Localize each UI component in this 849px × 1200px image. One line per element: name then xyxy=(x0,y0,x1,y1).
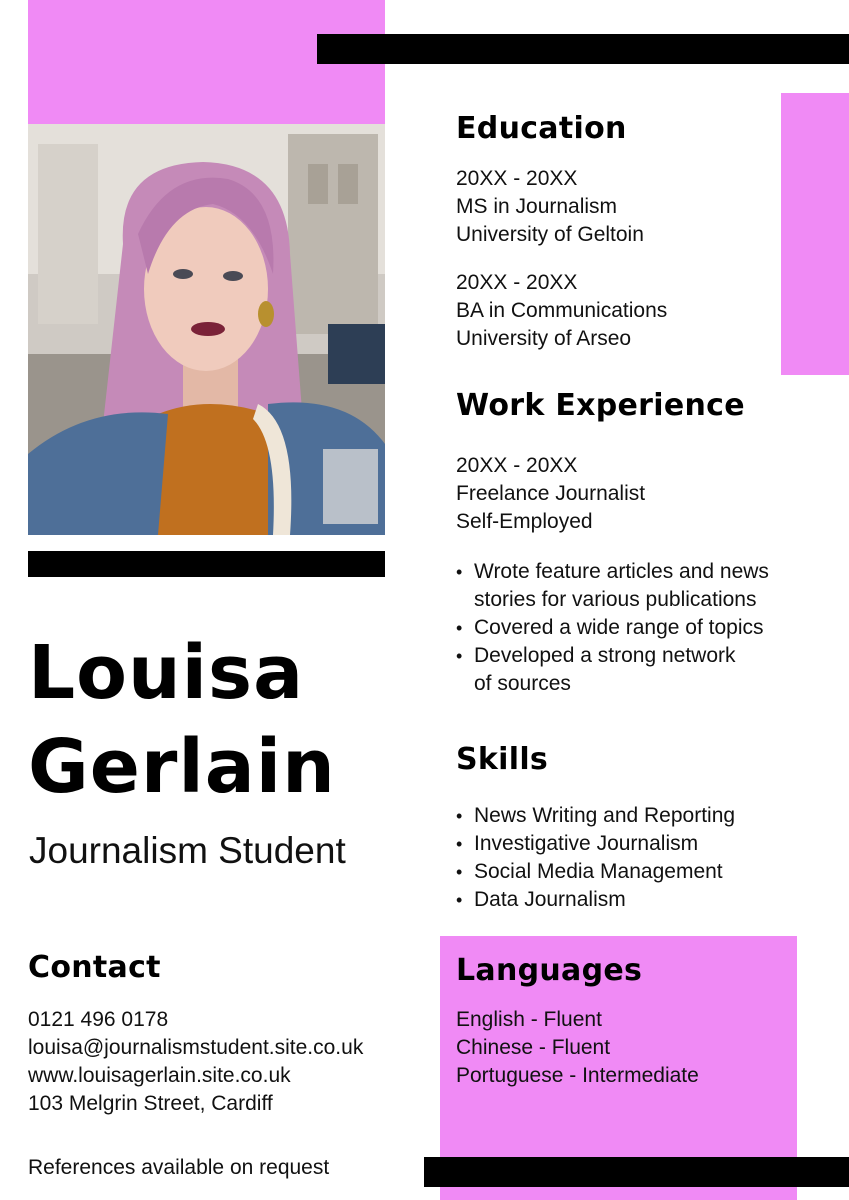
work-employer: Self-Employed xyxy=(456,510,593,533)
education-degree: BA in Communications xyxy=(456,299,668,322)
language-item: Portuguese - Intermediate xyxy=(456,1064,699,1087)
education-degree: MS in Journalism xyxy=(456,195,618,218)
bullet-line: • Covered a wide range of topics xyxy=(474,616,764,639)
bullet-line: • Developed a strong network xyxy=(474,644,736,667)
bullet-line: of sources xyxy=(474,672,571,695)
name-block xyxy=(28,626,428,814)
contact-heading: Contact xyxy=(28,950,161,985)
language-item: Chinese - Fluent xyxy=(456,1036,611,1059)
black-bar-bottom xyxy=(424,1157,849,1187)
work-entry xyxy=(456,452,816,536)
black-bar-top xyxy=(317,34,849,64)
list-item: • Data Journalism xyxy=(456,886,836,914)
first-name: Louisa xyxy=(28,630,305,716)
work-title: Freelance Journalist xyxy=(456,482,646,505)
education-school: University of Arseo xyxy=(456,327,632,350)
education-entry-2 xyxy=(456,269,776,353)
list-item: • News Writing and Reporting xyxy=(456,802,836,830)
list-item: • Investigative Journalism xyxy=(456,830,836,858)
profile-photo xyxy=(28,124,385,535)
role-title: Journalism Student xyxy=(29,830,346,871)
languages-list xyxy=(456,1006,786,1090)
education-entry-1 xyxy=(456,165,776,249)
work-years: 20XX - 20XX xyxy=(456,454,578,477)
list-item xyxy=(456,642,836,698)
list-item: • Social Media Management xyxy=(456,858,836,886)
black-bar-under-photo xyxy=(28,551,385,577)
education-years: 20XX - 20XX xyxy=(456,271,578,294)
contact-phone: 0121 496 0178 xyxy=(28,1008,169,1031)
skills-heading: Skills xyxy=(456,742,549,777)
list-item xyxy=(456,558,836,614)
references-note: References available on request xyxy=(28,1156,330,1179)
list-item xyxy=(456,614,836,642)
contact-address: 103 Melgrin Street, Cardiff xyxy=(28,1092,273,1115)
pink-block-right xyxy=(781,93,849,375)
skills-list xyxy=(456,802,836,914)
contact-email: louisa@journalismstudent.site.co.uk xyxy=(28,1036,364,1059)
language-item: English - Fluent xyxy=(456,1008,602,1031)
work-bullets xyxy=(456,558,836,698)
education-heading: Education xyxy=(456,111,627,146)
bullet-line: • Wrote feature articles and news xyxy=(474,560,769,583)
last-name: Gerlain xyxy=(28,724,336,810)
education-years: 20XX - 20XX xyxy=(456,167,578,190)
work-heading: Work Experience xyxy=(456,388,745,423)
bullet-line: stories for various publications xyxy=(474,588,757,611)
contact-website: www.louisagerlain.site.co.uk xyxy=(28,1064,291,1087)
education-school: University of Geltoin xyxy=(456,223,644,246)
contact-details xyxy=(28,1006,428,1118)
languages-heading: Languages xyxy=(456,953,643,988)
